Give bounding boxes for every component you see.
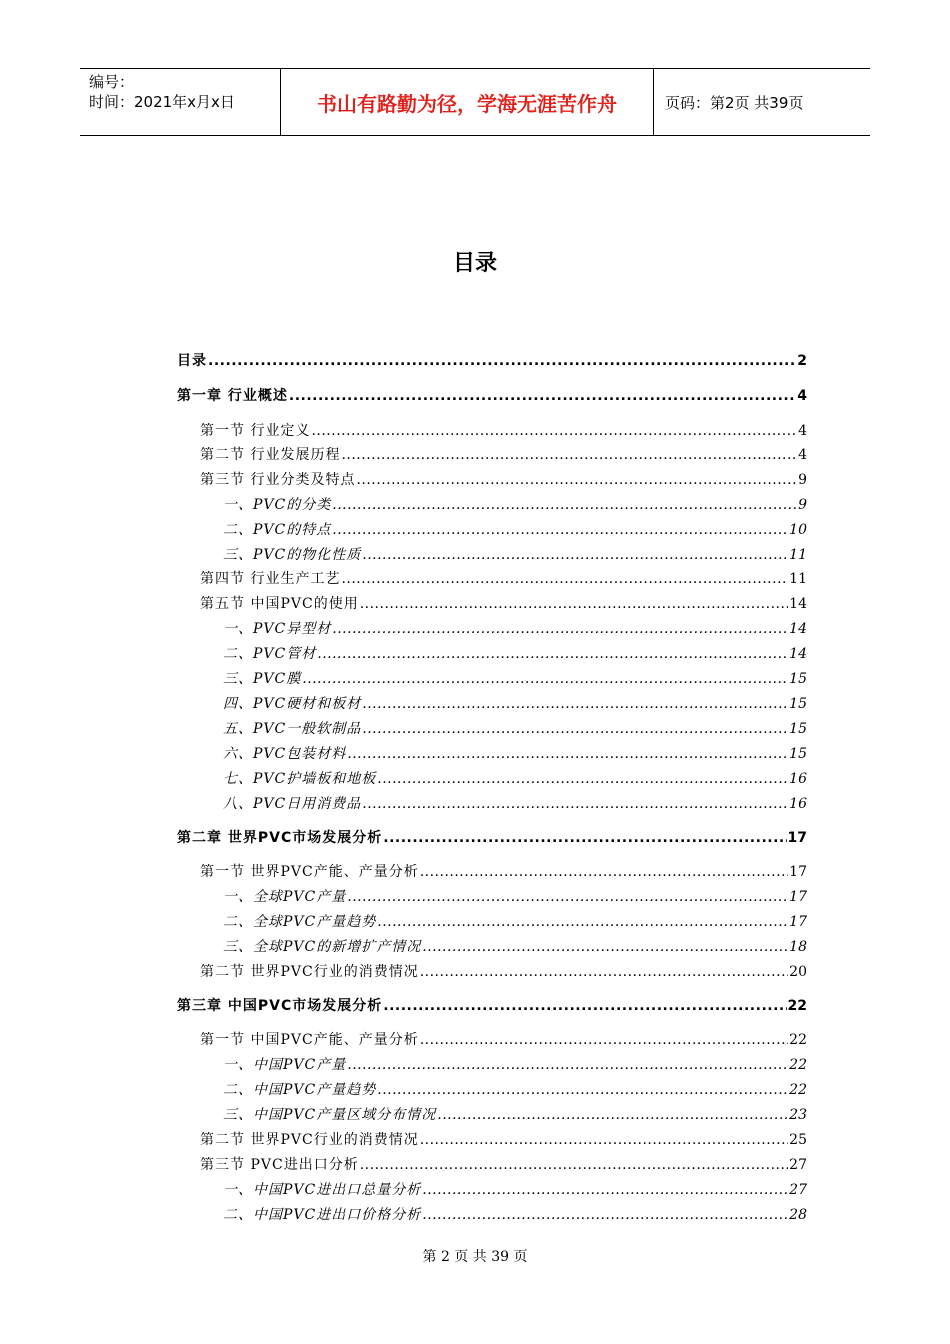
toc-entry-page: 17: [787, 830, 807, 846]
toc-leader-dots: [420, 861, 788, 883]
toc-entry[interactable]: [223, 618, 807, 640]
toc-leader-dots: [347, 886, 788, 908]
toc-entry-page: 22: [789, 1057, 807, 1073]
toc-leader-dots: [377, 911, 788, 933]
toc-leader-dots: [360, 593, 788, 615]
toc-entry-page: 25: [789, 1132, 807, 1148]
toc-entry-page: 4: [797, 388, 807, 404]
toc-entry[interactable]: [200, 469, 807, 491]
toc-leader-dots: [420, 1129, 788, 1151]
toc-entry-label: 二、全球PVC产量趋势: [223, 914, 377, 930]
toc-entry-label: 一、PVC异型材: [223, 621, 332, 637]
toc-entry-page: 16: [789, 796, 807, 812]
toc-entry[interactable]: [177, 350, 807, 372]
toc-entry-page: 14: [789, 621, 807, 637]
toc-leader-dots: [377, 1079, 788, 1101]
toc-entry[interactable]: [223, 911, 807, 933]
toc-entry-page: 18: [789, 939, 807, 955]
toc-leader-dots: [332, 618, 788, 640]
toc-entry-page: 17: [789, 864, 807, 880]
toc-leader-dots: [362, 544, 788, 566]
toc-entry-label: 第二节 世界PVC行业的消费情况: [200, 1132, 419, 1148]
page-header: [80, 68, 870, 136]
toc-entry[interactable]: [223, 1179, 807, 1201]
toc-leader-dots: [208, 350, 796, 372]
toc-entry-label: 目录: [177, 353, 207, 369]
toc-entry[interactable]: [223, 1104, 807, 1126]
toc-entry-label: 第三节 行业分类及特点: [200, 472, 356, 488]
toc-entry-page: 27: [789, 1182, 807, 1198]
toc-leader-dots: [317, 643, 788, 665]
toc-entry[interactable]: [200, 1129, 807, 1151]
toc-leader-dots: [383, 827, 786, 849]
page-footer: 第 2 页 共 39 页: [422, 1249, 528, 1265]
toc-leader-dots: [362, 718, 788, 740]
toc-leader-dots: [420, 961, 788, 983]
toc-leader-dots: [332, 494, 797, 516]
toc-entry[interactable]: [223, 544, 807, 566]
toc-entry[interactable]: [200, 420, 807, 442]
toc-entry-label: 一、全球PVC产量: [223, 889, 347, 905]
toc-entry[interactable]: [177, 827, 807, 849]
toc-leader-dots: [341, 568, 788, 590]
toc-leader-dots: [422, 936, 788, 958]
toc-entry[interactable]: [223, 1079, 807, 1101]
toc-entry-page: 22: [789, 1082, 807, 1098]
toc-leader-dots: [420, 1029, 788, 1051]
toc-entry-label: 第三节 PVC进出口分析: [200, 1157, 359, 1173]
toc-entry[interactable]: [223, 886, 807, 908]
toc-leader-dots: [311, 420, 797, 442]
toc-leader-dots: [289, 385, 796, 407]
toc-entry-label: 一、PVC的分类: [223, 497, 332, 513]
toc-entry-label: 七、PVC护墙板和地板: [223, 771, 377, 787]
toc-entry-label: 第一章 行业概述: [177, 388, 288, 404]
toc-leader-dots: [422, 1179, 788, 1201]
toc-leader-dots: [362, 693, 788, 715]
toc-entry-page: 2: [797, 353, 807, 369]
header-meta: [80, 69, 281, 135]
toc-entry[interactable]: [177, 385, 807, 407]
toc-leader-dots: [377, 768, 788, 790]
header-page-info: 页码：第2页 共39页: [665, 93, 804, 112]
toc-leader-dots: [360, 1154, 788, 1176]
toc-leader-dots: [347, 743, 788, 765]
toc-entry-label: 五、PVC一般软制品: [223, 721, 362, 737]
toc-entry-page: 4: [798, 447, 807, 463]
toc-entry-label: 第四节 行业生产工艺: [200, 571, 341, 587]
toc-leader-dots: [347, 1054, 788, 1076]
toc-entry[interactable]: [223, 643, 807, 665]
toc-entry-page: 15: [789, 746, 807, 762]
toc-leader-dots: [356, 469, 797, 491]
toc-entry[interactable]: [223, 519, 807, 541]
toc-entry[interactable]: [223, 668, 807, 690]
toc-leader-dots: [362, 793, 788, 815]
toc-entry[interactable]: [200, 1154, 807, 1176]
toc-entry-label: 第二章 世界PVC市场发展分析: [177, 830, 383, 846]
toc-leader-dots: [302, 668, 788, 690]
toc-entry-page: 17: [789, 914, 807, 930]
header-time: 时间：2021年x月x日: [89, 93, 235, 111]
toc-entry-page: 14: [789, 596, 807, 612]
toc-entry-label: 二、PVC的特点: [223, 522, 332, 538]
toc-entry-label: 四、PVC硬材和板材: [223, 696, 362, 712]
toc-entry[interactable]: [200, 593, 807, 615]
toc-entry-page: 22: [787, 998, 807, 1014]
toc-entry[interactable]: [200, 568, 807, 590]
header-number: 编号：: [89, 73, 135, 91]
toc-entry-label: 一、中国PVC产量: [223, 1057, 347, 1073]
toc-entry[interactable]: [223, 1204, 807, 1226]
toc-entry-page: 10: [789, 522, 807, 538]
toc-entry-page: 11: [789, 571, 807, 587]
header-motto: 书山有路勤为径，学海无涯苦作舟: [281, 69, 654, 135]
toc-entry-label: 三、PVC膜: [223, 671, 302, 687]
toc-entry[interactable]: [223, 768, 807, 790]
toc-leader-dots: [437, 1104, 788, 1126]
toc-entry[interactable]: [223, 1054, 807, 1076]
toc-entry-page: 4: [798, 423, 807, 439]
toc-entry-label: 三、全球PVC的新增扩产情况: [223, 939, 422, 955]
toc-entry[interactable]: [177, 995, 807, 1017]
toc-entry-page: 15: [789, 671, 807, 687]
toc-entry-page: 9: [798, 497, 807, 513]
toc-leader-dots: [341, 444, 797, 466]
toc-entry[interactable]: [200, 961, 807, 983]
page-title: 目录: [452, 251, 497, 276]
toc-entry-page: 22: [789, 1032, 807, 1048]
toc-entry-page: 27: [789, 1157, 807, 1173]
toc-entry[interactable]: [223, 693, 807, 715]
toc-entry-page: 20: [789, 964, 807, 980]
toc-entry-label: 第二节 行业发展历程: [200, 447, 341, 463]
toc-entry-label: 第二节 世界PVC行业的消费情况: [200, 964, 419, 980]
toc-entry-label: 第三章 中国PVC市场发展分析: [177, 998, 383, 1014]
toc-entry-label: 三、中国PVC产量区域分布情况: [223, 1107, 437, 1123]
toc-entry[interactable]: [223, 793, 807, 815]
toc-entry-page: 9: [798, 472, 807, 488]
toc-entry-page: 11: [789, 547, 807, 563]
toc-entry-page: 14: [789, 646, 807, 662]
toc-entry-page: 15: [789, 696, 807, 712]
toc-entry-page: 16: [789, 771, 807, 787]
toc-entry[interactable]: [223, 743, 807, 765]
toc-leader-dots: [422, 1204, 788, 1226]
toc-entry-label: 三、PVC的物化性质: [223, 547, 362, 563]
toc-entry-label: 第一节 行业定义: [200, 423, 311, 439]
toc-leader-dots: [332, 519, 788, 541]
toc-entry-page: 28: [789, 1207, 807, 1223]
toc-entry[interactable]: [223, 936, 807, 958]
toc-entry-label: 二、中国PVC产量趋势: [223, 1082, 377, 1098]
toc-entry[interactable]: [200, 861, 807, 883]
toc-entry-label: 八、PVC日用消费品: [223, 796, 362, 812]
toc-entry-label: 第一节 世界PVC产能、产量分析: [200, 864, 419, 880]
toc-entry[interactable]: [223, 494, 807, 516]
toc-leader-dots: [383, 995, 786, 1017]
toc-entry[interactable]: [200, 444, 807, 466]
toc-entry-label: 二、PVC管材: [223, 646, 317, 662]
toc-entry-label: 一、中国PVC进出口总量分析: [223, 1182, 422, 1198]
toc-entry-page: 15: [789, 721, 807, 737]
toc-entry-label: 第一节 中国PVC产能、产量分析: [200, 1032, 419, 1048]
toc-entry-page: 23: [789, 1107, 807, 1123]
toc-entry[interactable]: [223, 718, 807, 740]
toc-entry-label: 二、中国PVC进出口价格分析: [223, 1207, 422, 1223]
toc-entry-page: 17: [789, 889, 807, 905]
toc-entry[interactable]: [200, 1029, 807, 1051]
toc-entry-label: 六、PVC包装材料: [223, 746, 347, 762]
toc-entry-label: 第五节 中国PVC的使用: [200, 596, 359, 612]
